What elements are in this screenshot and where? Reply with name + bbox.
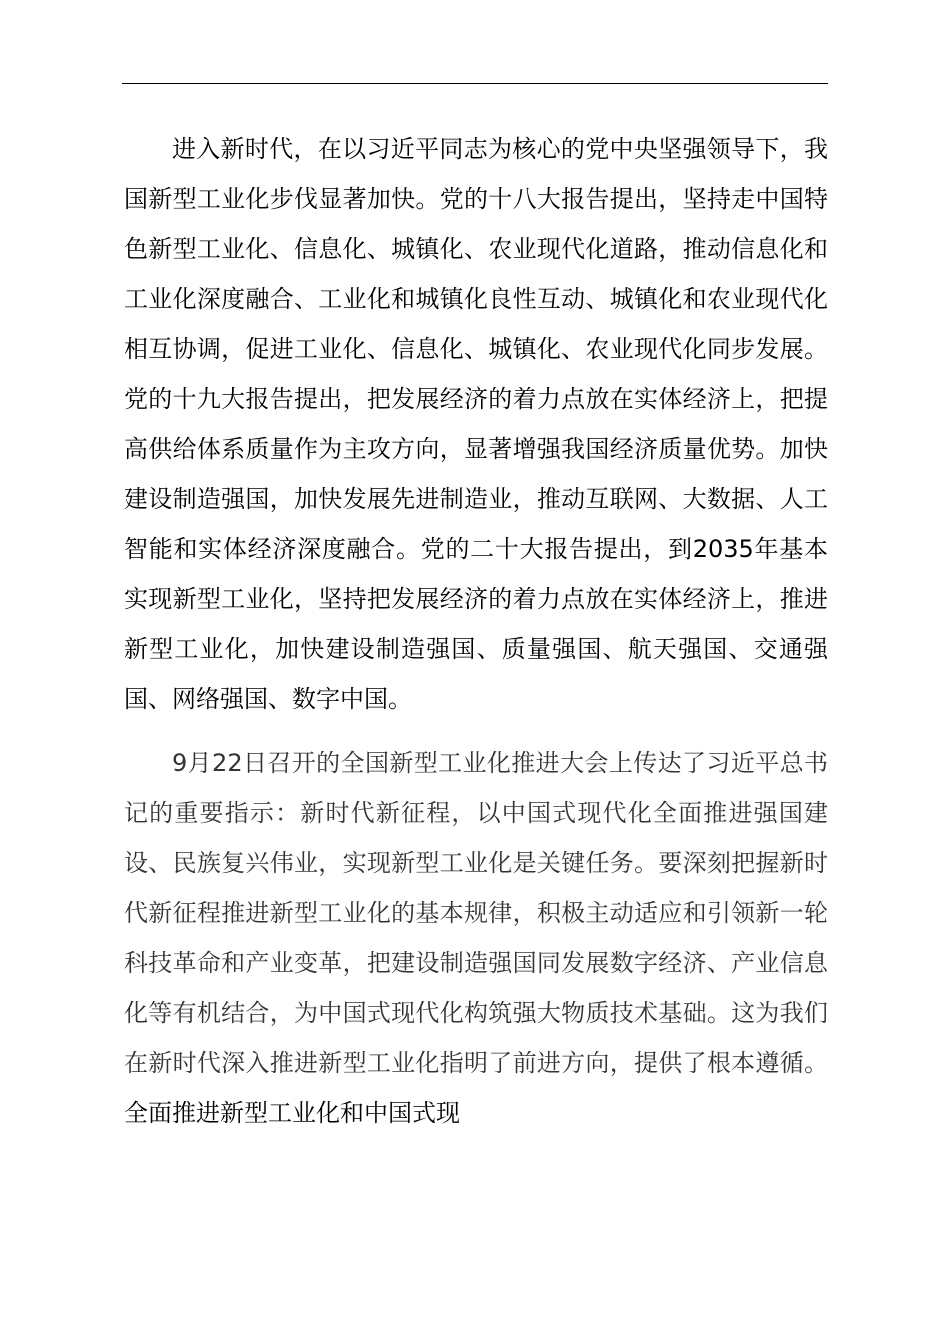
paragraph-1 [124,124,828,724]
paragraph-1-text: 进入新时代，在以习近平同志为核心的党中央坚强领导下，我国新型工业化步伐显著加快。党的十八大报告提出，坚持走中国特色新型工业化、信息化、城镇化、农业现代化道路，推动信息化和工业化深度融合、工业化和城镇化良性互动、城镇化和农业现代化相互协调，促进工业化、信息化、城镇化、农业现代化同步发展。党的十九大报告提出，把发展经济的着力点放在实体经济上，把提高供给体系质量作为主攻方向，显著增强我国经济质量优势。加快建设制造强国，加快发展先进制造业，推动互联网、大数据、人工智能和实体经济深度融合。党的二十大报告提出，到2035年基本实现新型工业化，坚持把发展经济的着力点放在实体经济上，推进新型工业化，加快建设制造强国、质量强国、航天强国、交通强国、网络强国、数字中国。 [124,135,828,713]
paragraph-2-emphasis: 全面推进新型工业化和中国式现 [124,1099,460,1127]
document-body [124,124,828,1138]
header-rule [122,83,828,84]
paragraph-2-text: 9月22日召开的全国新型工业化推进大会上传达了习近平总书记的重要指示：新时代新征程，以中国式现代化全面推进强国建设、民族复兴伟业，实现新型工业化是关键任务。要深刻把握新时代新征程推进新型工业化的基本规律，积极主动适应和引领新一轮科技革命和产业变革，把建设制造强国同发展数字经济、产业信息化等有机结合，为中国式现代化构筑强大物质技术基础。这为我们在新时代深入推进新型工业化指明了前进方向，提供了根本遵循。 [124,749,828,1077]
paragraph-2 [124,738,828,1138]
